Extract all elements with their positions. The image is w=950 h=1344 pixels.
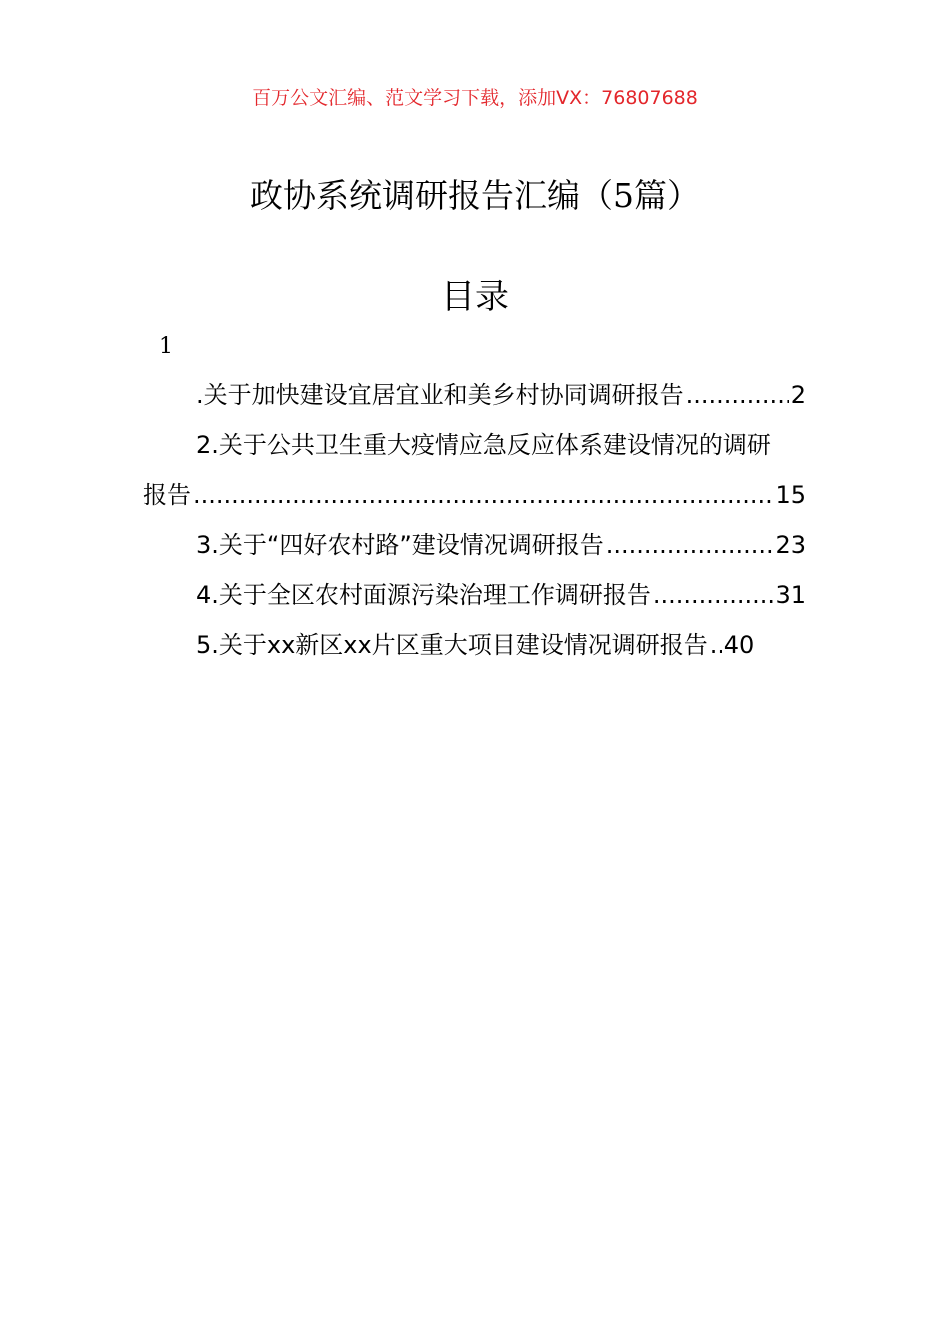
toc-leader-dots xyxy=(606,528,774,562)
toc-entry-4[interactable] xyxy=(196,578,806,612)
toc-leader-dots xyxy=(653,578,774,612)
toc-entry-page: 40 xyxy=(723,631,755,659)
toc-entry-page: 15 xyxy=(775,481,806,509)
toc-entry-page: 23 xyxy=(775,531,806,559)
toc-entry-title: 2.关于公共卫生重大疫情应急反应体系建设情况的调研 xyxy=(196,431,771,459)
toc-entry-1[interactable] xyxy=(196,378,806,412)
toc-leader-dots xyxy=(686,378,789,412)
toc-entry-page: 31 xyxy=(775,581,806,609)
toc-entry-title: 3.关于“四好农村路”建设情况调研报告 xyxy=(196,531,604,559)
toc-entry-title: 5.关于xx新区xx片区重大项目建设情况调研报告 xyxy=(196,631,708,659)
toc-leader-dots xyxy=(710,628,722,662)
toc-entry-2-line2[interactable] xyxy=(143,478,806,512)
toc-heading: 目录 xyxy=(441,277,509,317)
toc-marker: 1 xyxy=(159,334,173,359)
toc-entry-3[interactable] xyxy=(196,528,806,562)
document-title-count: 5 xyxy=(613,176,634,215)
toc-entry-2-line1[interactable] xyxy=(196,428,806,462)
document-title-suffix: 篇） xyxy=(634,176,700,215)
document-title-prefix: 政协系统调研报告汇编（ xyxy=(250,176,613,215)
toc-entry-page: 2 xyxy=(790,381,806,409)
toc-leader-dots xyxy=(193,478,773,512)
document-title xyxy=(0,172,950,220)
toc-entry-title: .关于加快建设宜居宜业和美乡村协同调研报告 xyxy=(196,381,684,409)
promo-header-note: 百万公文汇编、范文学习下载，添加VX：76807688 xyxy=(252,87,698,109)
toc-entry-title-continued: 报告 xyxy=(143,481,191,509)
toc-entry-title: 4.关于全区农村面源污染治理工作调研报告 xyxy=(196,581,651,609)
toc-entry-5[interactable] xyxy=(196,628,806,662)
